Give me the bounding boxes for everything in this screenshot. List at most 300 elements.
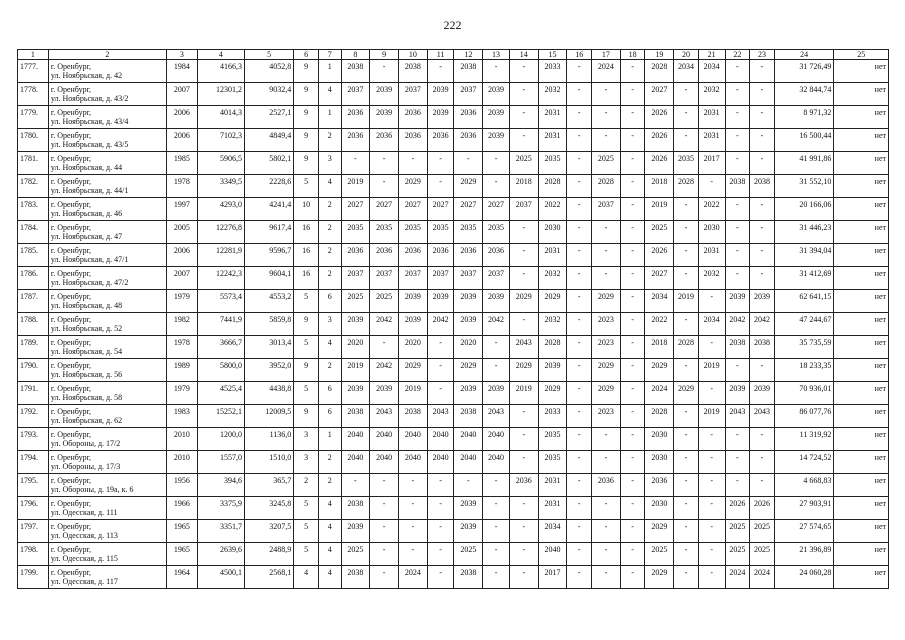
table-cell: 2039 xyxy=(454,520,483,543)
address-street: ул. Ноябрьская, д. 46 xyxy=(50,209,123,218)
table-cell: - xyxy=(674,83,699,106)
column-header: 21 xyxy=(698,50,725,60)
table-cell: 394,6 xyxy=(197,474,244,497)
table-cell: - xyxy=(620,359,645,382)
table-row xyxy=(18,106,889,129)
table-cell: - xyxy=(427,543,454,566)
address-city: г. Оренбург, xyxy=(50,154,91,163)
table-cell: 4 xyxy=(318,520,341,543)
table-cell: нет xyxy=(834,244,889,267)
table-cell: 2028 xyxy=(674,175,699,198)
table-cell: нет xyxy=(834,129,889,152)
column-header: 22 xyxy=(725,50,750,60)
table-cell: нет xyxy=(834,382,889,405)
table-row xyxy=(18,474,889,497)
table-cell: - xyxy=(750,474,775,497)
table-cell: - xyxy=(427,359,454,382)
table-cell: 10 xyxy=(294,198,319,221)
address-cell xyxy=(48,313,166,336)
table-cell: 2024 xyxy=(399,566,428,589)
address-street: ул. Ноябрьская, д. 48 xyxy=(50,301,123,310)
table-cell: - xyxy=(427,520,454,543)
address-cell xyxy=(48,543,166,566)
address-cell xyxy=(48,267,166,290)
table-cell: 2018 xyxy=(645,336,674,359)
table-cell: 2037 xyxy=(399,83,428,106)
table-cell: - xyxy=(567,313,592,336)
table-cell: 5906,5 xyxy=(197,152,244,175)
table-cell: 2029 xyxy=(399,175,428,198)
table-cell: 2038 xyxy=(454,566,483,589)
table-cell: 2036 xyxy=(427,129,454,152)
table-cell: 1 xyxy=(318,106,341,129)
table-row xyxy=(18,451,889,474)
table-cell: 7102,3 xyxy=(197,129,244,152)
table-cell: 2043 xyxy=(750,405,775,428)
table-cell: 4 xyxy=(318,83,341,106)
table-cell: 12276,8 xyxy=(197,221,244,244)
table-cell: 4241,4 xyxy=(244,198,293,221)
table-cell: - xyxy=(592,244,621,267)
table-cell: - xyxy=(620,405,645,428)
table-cell: 11 319,92 xyxy=(774,428,834,451)
table-cell: 2036 xyxy=(454,106,483,129)
column-header: 8 xyxy=(341,50,370,60)
table-cell: 2035 xyxy=(538,152,567,175)
table-cell: 2040 xyxy=(370,428,399,451)
table-cell: 2030 xyxy=(645,428,674,451)
table-cell: 2038 xyxy=(725,175,750,198)
address-cell xyxy=(48,60,166,83)
table-cell: 2029 xyxy=(592,290,621,313)
table-cell: 2006 xyxy=(166,129,197,152)
table-cell: 3666,7 xyxy=(197,336,244,359)
table-cell: 2033 xyxy=(538,405,567,428)
table-cell: - xyxy=(567,520,592,543)
table-row xyxy=(18,336,889,359)
table-cell: 2039 xyxy=(454,382,483,405)
table-cell: 2036 xyxy=(399,244,428,267)
table-cell: 2036 xyxy=(399,106,428,129)
column-header: 2 xyxy=(48,50,166,60)
table-cell: 31 552,10 xyxy=(774,175,834,198)
table-cell: нет xyxy=(834,152,889,175)
column-header: 25 xyxy=(834,50,889,60)
table-cell: 24 060,28 xyxy=(774,566,834,589)
table-cell: - xyxy=(698,474,725,497)
table-cell: 2019 xyxy=(698,405,725,428)
table-cell: 3375,9 xyxy=(197,497,244,520)
table-cell: 4 xyxy=(294,566,319,589)
table-cell: - xyxy=(620,566,645,589)
table-cell: 1136,0 xyxy=(244,428,293,451)
table-cell: - xyxy=(725,221,750,244)
table-cell: 2039 xyxy=(483,83,510,106)
table-cell: - xyxy=(620,382,645,405)
table-cell: 14 724,52 xyxy=(774,451,834,474)
address-city: г. Оренбург, xyxy=(50,338,91,347)
address-city: г. Оренбург, xyxy=(50,200,91,209)
table-cell: - xyxy=(725,244,750,267)
table-cell: - xyxy=(725,359,750,382)
table-cell: 2036 xyxy=(370,129,399,152)
table-cell: 2029 xyxy=(454,175,483,198)
table-cell: - xyxy=(592,129,621,152)
table-cell: 2 xyxy=(318,221,341,244)
table-cell: 86 077,76 xyxy=(774,405,834,428)
table-cell: - xyxy=(567,474,592,497)
table-cell: - xyxy=(592,267,621,290)
table-cell: 2022 xyxy=(645,313,674,336)
column-header: 7 xyxy=(318,50,341,60)
address-city: г. Оренбург, xyxy=(50,269,91,278)
table-cell: 12242,3 xyxy=(197,267,244,290)
table-cell: 2023 xyxy=(592,336,621,359)
table-cell: 3351,7 xyxy=(197,520,244,543)
table-cell: 1965 xyxy=(166,543,197,566)
column-header: 4 xyxy=(197,50,244,60)
table-cell: - xyxy=(399,543,428,566)
address-street: ул. Обороны, д. 19а, к. 6 xyxy=(50,485,134,494)
table-cell: 2034 xyxy=(538,520,567,543)
table-cell: 2037 xyxy=(592,198,621,221)
table-cell: 2028 xyxy=(674,336,699,359)
table-cell: 1997 xyxy=(166,198,197,221)
table-row xyxy=(18,543,889,566)
table-cell: 2025 xyxy=(341,290,370,313)
column-header: 16 xyxy=(567,50,592,60)
table-cell: - xyxy=(567,221,592,244)
table-cell: - xyxy=(567,198,592,221)
table-cell: 2040 xyxy=(427,451,454,474)
table-cell: - xyxy=(620,129,645,152)
table-cell: - xyxy=(567,129,592,152)
table-cell: 9 xyxy=(294,106,319,129)
table-cell: 2043 xyxy=(509,336,538,359)
table-cell: 2029 xyxy=(538,382,567,405)
table-cell: 2024 xyxy=(725,566,750,589)
table-cell: 2023 xyxy=(592,405,621,428)
row-number: 1797. xyxy=(18,520,49,543)
table-cell: 9 xyxy=(294,129,319,152)
table-cell: - xyxy=(567,382,592,405)
address-city: г. Оренбург, xyxy=(50,430,91,439)
table-cell: - xyxy=(698,290,725,313)
row-number: 1795. xyxy=(18,474,49,497)
table-cell: 2043 xyxy=(427,405,454,428)
table-cell: - xyxy=(750,451,775,474)
table-cell: - xyxy=(674,451,699,474)
row-number: 1789. xyxy=(18,336,49,359)
address-cell xyxy=(48,221,166,244)
table-cell: - xyxy=(427,497,454,520)
table-cell: 8 971,32 xyxy=(774,106,834,129)
table-cell: 4166,3 xyxy=(197,60,244,83)
table-cell: 1200,0 xyxy=(197,428,244,451)
table-cell: 2039 xyxy=(399,290,428,313)
table-cell: - xyxy=(620,474,645,497)
table-cell: 2019 xyxy=(698,359,725,382)
table-cell: 2026 xyxy=(725,497,750,520)
table-cell: 4 668,83 xyxy=(774,474,834,497)
table-cell: - xyxy=(620,221,645,244)
address-city: г. Оренбург, xyxy=(50,62,91,71)
table-cell: 2020 xyxy=(454,336,483,359)
table-cell: 2038 xyxy=(454,405,483,428)
table-cell: - xyxy=(620,83,645,106)
table-cell: 2019 xyxy=(341,175,370,198)
table-cell: - xyxy=(370,175,399,198)
table-cell: - xyxy=(483,474,510,497)
table-cell: - xyxy=(750,359,775,382)
table-cell: 2027 xyxy=(341,198,370,221)
table-cell: - xyxy=(509,83,538,106)
table-cell: нет xyxy=(834,566,889,589)
address-city: г. Оренбург, xyxy=(50,476,91,485)
table-cell: 2032 xyxy=(538,313,567,336)
table-cell: 2042 xyxy=(370,313,399,336)
table-cell: - xyxy=(698,566,725,589)
table-cell: 16 xyxy=(294,244,319,267)
table-cell: 4014,3 xyxy=(197,106,244,129)
table-cell: 2035 xyxy=(674,152,699,175)
table-cell: 2018 xyxy=(645,175,674,198)
table-cell: 2024 xyxy=(750,566,775,589)
table-cell: 2036 xyxy=(454,129,483,152)
table-cell: - xyxy=(674,267,699,290)
table-cell: - xyxy=(620,152,645,175)
address-cell xyxy=(48,129,166,152)
table-row xyxy=(18,428,889,451)
table-cell: 2 xyxy=(318,244,341,267)
address-street: ул. Одесская, д. 113 xyxy=(50,531,118,540)
table-cell: 2035 xyxy=(399,221,428,244)
table-cell: 2027 xyxy=(427,198,454,221)
table-cell: 2038 xyxy=(341,60,370,83)
address-cell xyxy=(48,106,166,129)
table-cell: - xyxy=(483,543,510,566)
table-cell: 2043 xyxy=(370,405,399,428)
table-cell: 2027 xyxy=(370,198,399,221)
table-cell: 2036 xyxy=(509,474,538,497)
table-cell: 9032,4 xyxy=(244,83,293,106)
address-street: ул. Ноябрьская, д. 54 xyxy=(50,347,123,356)
data-table xyxy=(17,49,889,589)
table-cell: 4525,4 xyxy=(197,382,244,405)
table-cell: 12301,2 xyxy=(197,83,244,106)
table-cell: 4 xyxy=(318,336,341,359)
table-cell: 3 xyxy=(318,313,341,336)
table-cell: - xyxy=(567,290,592,313)
table-cell: - xyxy=(674,543,699,566)
table-row xyxy=(18,313,889,336)
address-street: ул. Ноябрьская, д. 47/1 xyxy=(50,255,129,264)
table-cell: - xyxy=(674,129,699,152)
table-cell: - xyxy=(674,428,699,451)
table-cell: 2035 xyxy=(454,221,483,244)
table-cell: 2031 xyxy=(538,244,567,267)
table-cell: 1978 xyxy=(166,336,197,359)
row-number: 1786. xyxy=(18,267,49,290)
table-cell: 2019 xyxy=(341,359,370,382)
table-cell: 2042 xyxy=(750,313,775,336)
table-cell: - xyxy=(427,175,454,198)
table-cell: нет xyxy=(834,267,889,290)
table-cell: - xyxy=(620,198,645,221)
table-cell: 2025 xyxy=(750,543,775,566)
table-cell: 5 xyxy=(294,336,319,359)
table-cell: 2019 xyxy=(399,382,428,405)
table-cell: 2032 xyxy=(538,83,567,106)
table-cell: нет xyxy=(834,60,889,83)
table-cell: 2030 xyxy=(645,451,674,474)
table-row xyxy=(18,152,889,175)
table-cell: - xyxy=(509,405,538,428)
table-cell: 2027 xyxy=(645,267,674,290)
column-header: 15 xyxy=(538,50,567,60)
table-cell: 5 xyxy=(294,497,319,520)
table-cell: 5 xyxy=(294,175,319,198)
table-cell: - xyxy=(674,474,699,497)
table-cell: нет xyxy=(834,359,889,382)
table-cell: - xyxy=(674,405,699,428)
table-cell: 2030 xyxy=(538,221,567,244)
table-row xyxy=(18,520,889,543)
table-cell: - xyxy=(750,267,775,290)
table-cell: 1979 xyxy=(166,290,197,313)
table-cell: - xyxy=(370,60,399,83)
table-cell: - xyxy=(750,106,775,129)
address-city: г. Оренбург, xyxy=(50,453,91,462)
table-cell: 2027 xyxy=(399,198,428,221)
table-cell: - xyxy=(567,497,592,520)
table-cell: 2040 xyxy=(454,451,483,474)
table-cell: - xyxy=(592,221,621,244)
table-cell: 4052,8 xyxy=(244,60,293,83)
table-cell: 2040 xyxy=(538,543,567,566)
address-city: г. Оренбург, xyxy=(50,85,91,94)
table-cell: - xyxy=(427,60,454,83)
table-cell: 2038 xyxy=(399,405,428,428)
table-cell: 2035 xyxy=(427,221,454,244)
table-cell: 2039 xyxy=(483,106,510,129)
table-cell: 2029 xyxy=(538,290,567,313)
table-cell: 31 446,23 xyxy=(774,221,834,244)
table-cell: - xyxy=(483,497,510,520)
table-cell: 2019 xyxy=(509,382,538,405)
table-cell: - xyxy=(567,336,592,359)
table-cell: - xyxy=(698,451,725,474)
table-cell: - xyxy=(698,428,725,451)
table-cell: - xyxy=(750,129,775,152)
column-header: 11 xyxy=(427,50,454,60)
table-cell: 2020 xyxy=(399,336,428,359)
table-cell: 2029 xyxy=(399,359,428,382)
address-street: ул. Ноябрьская, д. 43/2 xyxy=(50,94,129,103)
table-cell: 2037 xyxy=(427,267,454,290)
column-header: 20 xyxy=(674,50,699,60)
table-cell: 2036 xyxy=(341,106,370,129)
column-header: 17 xyxy=(592,50,621,60)
column-header: 3 xyxy=(166,50,197,60)
table-row xyxy=(18,175,889,198)
table-cell: - xyxy=(399,152,428,175)
address-street: ул. Обороны, д. 17/3 xyxy=(50,462,121,471)
table-cell: 2025 xyxy=(592,152,621,175)
column-header: 1 xyxy=(18,50,49,60)
row-number: 1799. xyxy=(18,566,49,589)
table-cell: 2039 xyxy=(538,359,567,382)
address-street: ул. Ноябрьская, д. 52 xyxy=(50,324,123,333)
table-cell: 2527,1 xyxy=(244,106,293,129)
table-cell: 2037 xyxy=(370,267,399,290)
row-number: 1791. xyxy=(18,382,49,405)
table-row xyxy=(18,60,889,83)
table-cell: 2019 xyxy=(674,290,699,313)
table-cell: 2039 xyxy=(341,382,370,405)
table-cell: - xyxy=(725,83,750,106)
table-cell: - xyxy=(620,428,645,451)
table-cell: 3 xyxy=(294,451,319,474)
row-number: 1792. xyxy=(18,405,49,428)
table-cell: - xyxy=(725,267,750,290)
table-cell: 2036 xyxy=(370,244,399,267)
address-cell xyxy=(48,198,166,221)
table-cell: - xyxy=(509,520,538,543)
row-number: 1782. xyxy=(18,175,49,198)
table-row xyxy=(18,267,889,290)
table-cell: 2036 xyxy=(341,244,370,267)
table-cell: 9596,7 xyxy=(244,244,293,267)
table-cell: 2 xyxy=(318,198,341,221)
table-cell: 5859,8 xyxy=(244,313,293,336)
address-city: г. Оренбург, xyxy=(50,407,91,416)
table-cell: - xyxy=(567,543,592,566)
table-cell: 2039 xyxy=(750,382,775,405)
row-number: 1779. xyxy=(18,106,49,129)
table-cell: - xyxy=(620,244,645,267)
table-cell: - xyxy=(620,520,645,543)
table-cell: 2026 xyxy=(645,106,674,129)
address-street: ул. Ноябрьская, д. 56 xyxy=(50,370,123,379)
table-cell: 21 396,89 xyxy=(774,543,834,566)
table-cell: 1989 xyxy=(166,359,197,382)
table-cell: - xyxy=(592,543,621,566)
table-cell: - xyxy=(454,474,483,497)
table-cell: 2043 xyxy=(725,405,750,428)
table-cell: 5800,0 xyxy=(197,359,244,382)
table-cell: 2040 xyxy=(399,451,428,474)
table-cell: 70 936,01 xyxy=(774,382,834,405)
table-cell: 2036 xyxy=(592,474,621,497)
table-cell: 2042 xyxy=(370,359,399,382)
table-cell: нет xyxy=(834,221,889,244)
table-cell: нет xyxy=(834,543,889,566)
address-city: г. Оренбург, xyxy=(50,361,91,370)
table-cell: - xyxy=(427,152,454,175)
table-cell: 2031 xyxy=(698,106,725,129)
table-cell: 2033 xyxy=(538,60,567,83)
table-cell: 2037 xyxy=(341,83,370,106)
table-cell: 2039 xyxy=(370,106,399,129)
table-cell: 2042 xyxy=(725,313,750,336)
table-cell: - xyxy=(370,543,399,566)
address-city: г. Оренбург, xyxy=(50,131,91,140)
table-cell: 2010 xyxy=(166,451,197,474)
table-row xyxy=(18,83,889,106)
table-cell: 2039 xyxy=(483,290,510,313)
table-cell: 2038 xyxy=(725,336,750,359)
